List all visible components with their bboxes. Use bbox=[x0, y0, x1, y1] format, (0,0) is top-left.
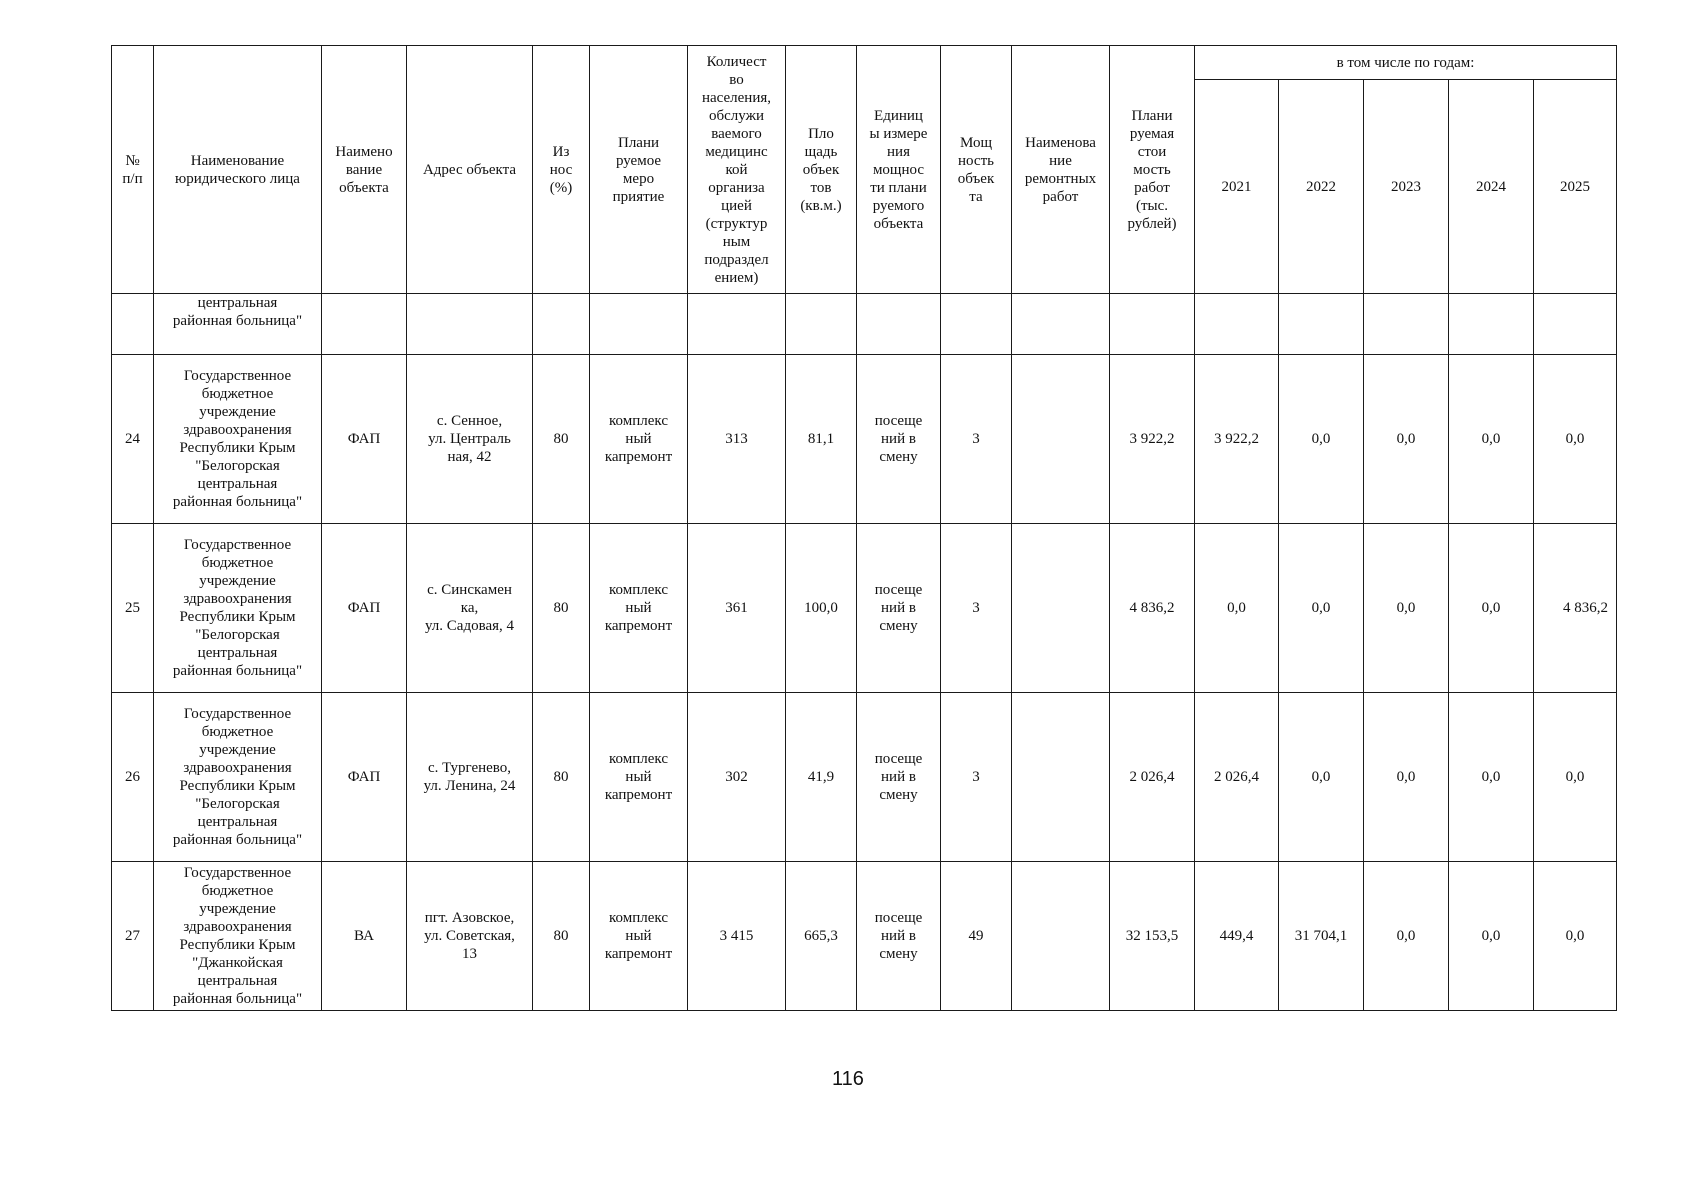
cell-year-2023: 0,0 bbox=[1364, 693, 1449, 862]
cell-year-2025 bbox=[1534, 294, 1617, 355]
cell-unit: посеще ний в смену bbox=[857, 693, 941, 862]
cell-cost: 4 836,2 bbox=[1110, 524, 1195, 693]
cell-object-name: ФАП bbox=[322, 693, 407, 862]
cell-num: 24 bbox=[112, 355, 154, 524]
header-year-2021: 2021 bbox=[1195, 80, 1279, 294]
header-capacity: Мощ ность объек та bbox=[941, 46, 1012, 294]
cell-year-2023: 0,0 bbox=[1364, 355, 1449, 524]
cell-repair bbox=[1012, 862, 1110, 1011]
cell-cost: 3 922,2 bbox=[1110, 355, 1195, 524]
table-row-continuation bbox=[112, 294, 1617, 355]
header-year-2023: 2023 bbox=[1364, 80, 1449, 294]
cell-unit: посеще ний в смену bbox=[857, 862, 941, 1011]
table-row bbox=[112, 862, 1617, 1011]
cell-address: пгт. Азовское, ул. Советская, 13 bbox=[407, 862, 533, 1011]
cell-activity: комплекс ный капремонт bbox=[590, 524, 688, 693]
cell-repair bbox=[1012, 524, 1110, 693]
cell-repair bbox=[1012, 355, 1110, 524]
header-org: Наименование юридического лица bbox=[154, 46, 322, 294]
cell-year-2022 bbox=[1279, 294, 1364, 355]
cell-org: центральная районная больница" bbox=[154, 294, 322, 355]
cell-unit: посеще ний в смену bbox=[857, 355, 941, 524]
cell-year-2024: 0,0 bbox=[1449, 524, 1534, 693]
cell-num: 26 bbox=[112, 693, 154, 862]
table-row bbox=[112, 693, 1617, 862]
cell-activity: комплекс ный капремонт bbox=[590, 693, 688, 862]
cell-address: с. Синскамен ка, ул. Садовая, 4 bbox=[407, 524, 533, 693]
cell-num: 27 bbox=[112, 862, 154, 1011]
cell-year-2025: 0,0 bbox=[1534, 355, 1617, 524]
table-row bbox=[112, 355, 1617, 524]
header-by-years: в том числе по годам: bbox=[1195, 46, 1617, 80]
cell-area: 100,0 bbox=[786, 524, 857, 693]
cell-address: с. Сенное, ул. Централь ная, 42 bbox=[407, 355, 533, 524]
cell-object-name: ВА bbox=[322, 862, 407, 1011]
cell-org: Государственное бюджетное учреждение здравоохранения Республики Крым "Белогорская центральная районная больница" bbox=[154, 693, 322, 862]
cell-year-2023 bbox=[1364, 294, 1449, 355]
header-population: Количест во населения, обслужи ваемого медицинс кой организа цией (структур ным подраздел ением) bbox=[688, 46, 786, 294]
cell-year-2024 bbox=[1449, 294, 1534, 355]
cell-org: Государственное бюджетное учреждение здравоохранения Республики Крым "Белогорская центральная районная больница" bbox=[154, 524, 322, 693]
cell-cost: 2 026,4 bbox=[1110, 693, 1195, 862]
cell-year-2022: 0,0 bbox=[1279, 355, 1364, 524]
cell-capacity: 3 bbox=[941, 693, 1012, 862]
repair-program-table bbox=[111, 45, 1617, 1011]
cell-repair bbox=[1012, 693, 1110, 862]
cell-repair bbox=[1012, 294, 1110, 355]
cell-population: 3 415 bbox=[688, 862, 786, 1011]
cell-population: 302 bbox=[688, 693, 786, 862]
cell-year-2024: 0,0 bbox=[1449, 693, 1534, 862]
header-address: Адрес объекта bbox=[407, 46, 533, 294]
cell-year-2024: 0,0 bbox=[1449, 862, 1534, 1011]
header-repair: Наименова ние ремонтных работ bbox=[1012, 46, 1110, 294]
header-year-2025: 2025 bbox=[1534, 80, 1617, 294]
header-year-2022: 2022 bbox=[1279, 80, 1364, 294]
header-unit: Единиц ы измере ния мощнос ти плани руемого объекта bbox=[857, 46, 941, 294]
cell-population: 361 bbox=[688, 524, 786, 693]
table-row bbox=[112, 524, 1617, 693]
cell-area: 665,3 bbox=[786, 862, 857, 1011]
cell-year-2022: 0,0 bbox=[1279, 524, 1364, 693]
cell-area: 41,9 bbox=[786, 693, 857, 862]
cell-year-2021: 449,4 bbox=[1195, 862, 1279, 1011]
cell-area: 81,1 bbox=[786, 355, 857, 524]
cell-cost: 32 153,5 bbox=[1110, 862, 1195, 1011]
header-wear: Из нос (%) bbox=[533, 46, 590, 294]
cell-unit bbox=[857, 294, 941, 355]
cell-year-2021 bbox=[1195, 294, 1279, 355]
cell-wear: 80 bbox=[533, 862, 590, 1011]
header-object-name: Наимено вание объекта bbox=[322, 46, 407, 294]
cell-activity bbox=[590, 294, 688, 355]
cell-capacity: 3 bbox=[941, 524, 1012, 693]
cell-capacity: 3 bbox=[941, 355, 1012, 524]
cell-year-2021: 3 922,2 bbox=[1195, 355, 1279, 524]
cell-capacity bbox=[941, 294, 1012, 355]
cell-object-name bbox=[322, 294, 407, 355]
header-year-2024: 2024 bbox=[1449, 80, 1534, 294]
cell-cost bbox=[1110, 294, 1195, 355]
cell-year-2024: 0,0 bbox=[1449, 355, 1534, 524]
cell-population bbox=[688, 294, 786, 355]
cell-wear bbox=[533, 294, 590, 355]
cell-object-name: ФАП bbox=[322, 355, 407, 524]
header-row bbox=[112, 46, 1617, 80]
header-cost: Плани руемая стои мость работ (тыс. рублей) bbox=[1110, 46, 1195, 294]
cell-population: 313 bbox=[688, 355, 786, 524]
cell-year-2023: 0,0 bbox=[1364, 524, 1449, 693]
cell-address bbox=[407, 294, 533, 355]
cell-num: 25 bbox=[112, 524, 154, 693]
cell-year-2025: 4 836,2 bbox=[1534, 524, 1617, 693]
cell-num bbox=[112, 294, 154, 355]
header-num: № п/п bbox=[112, 46, 154, 294]
cell-wear: 80 bbox=[533, 524, 590, 693]
cell-address: с. Тургенево, ул. Ленина, 24 bbox=[407, 693, 533, 862]
cell-year-2021: 0,0 bbox=[1195, 524, 1279, 693]
cell-year-2022: 31 704,1 bbox=[1279, 862, 1364, 1011]
cell-org: Государственное бюджетное учреждение здравоохранения Республики Крым "Джанкойская центральная районная больница" bbox=[154, 862, 322, 1011]
cell-unit: посеще ний в смену bbox=[857, 524, 941, 693]
cell-wear: 80 bbox=[533, 693, 590, 862]
cell-year-2023: 0,0 bbox=[1364, 862, 1449, 1011]
header-activity: Плани руемое меро приятие bbox=[590, 46, 688, 294]
page-number: 116 bbox=[832, 1068, 864, 1090]
cell-year-2025: 0,0 bbox=[1534, 862, 1617, 1011]
cell-year-2022: 0,0 bbox=[1279, 693, 1364, 862]
cell-activity: комплекс ный капремонт bbox=[590, 355, 688, 524]
cell-area bbox=[786, 294, 857, 355]
cell-org: Государственное бюджетное учреждение здравоохранения Республики Крым "Белогорская центральная районная больница" bbox=[154, 355, 322, 524]
header-area: Пло щадь объек тов (кв.м.) bbox=[786, 46, 857, 294]
cell-capacity: 49 bbox=[941, 862, 1012, 1011]
cell-activity: комплекс ный капремонт bbox=[590, 862, 688, 1011]
cell-wear: 80 bbox=[533, 355, 590, 524]
cell-object-name: ФАП bbox=[322, 524, 407, 693]
cell-year-2021: 2 026,4 bbox=[1195, 693, 1279, 862]
cell-year-2025: 0,0 bbox=[1534, 693, 1617, 862]
